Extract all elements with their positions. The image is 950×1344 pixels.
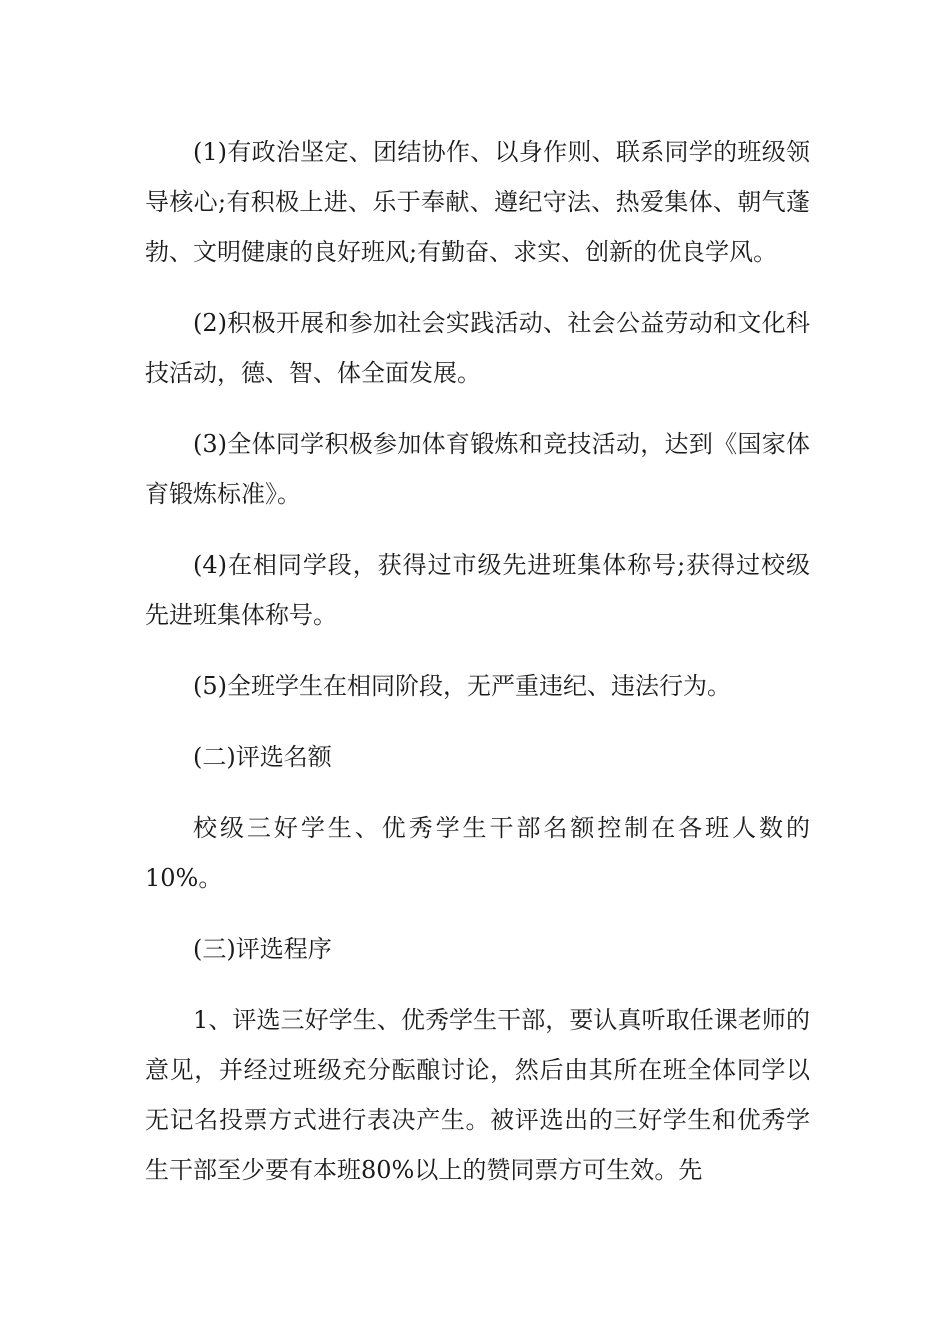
paragraph-criterion-1: (1)有政治坚定、团结协作、以身作则、联系同学的班级领导核心;有积极上进、乐于奉献、遵纪守法、热爱集体、朝气蓬勃、文明健康的良好班风;有勤奋、求实、创新的优良学风。 — [145, 138, 810, 266]
paragraph-criterion-4: (4)在相同学段，获得过市级先进班集体称号;获得过校级先进班集体称号。 — [145, 551, 810, 629]
paragraph-criterion-3: (3)全体同学积极参加体育锻炼和竞技活动，达到《国家体育锻炼标准》。 — [145, 430, 810, 508]
paragraph-procedure-1: 1、评选三好学生、优秀学生干部，要认真听取任课老师的意见，并经过班级充分酝酿讨论，然后由其所在班全体同学以无记名投票方式进行表决产生。被评选出的三好学生和优秀学生干部至少要有本班80%以上的赞同票方可生效。先 — [145, 1006, 810, 1184]
section-heading-procedure: (三)评选程序 — [193, 935, 332, 963]
paragraph-quota: 校级三好学生、优秀学生干部名额控制在各班人数的10%。 — [145, 814, 810, 892]
paragraph-criterion-2: (2)积极开展和参加社会实践活动、社会公益劳动和文化科技活动，德、智、体全面发展。 — [145, 309, 810, 387]
paragraph-criterion-5: (5)全班学生在相同阶段，无严重违纪、违法行为。 — [193, 672, 731, 700]
document-body — [145, 127, 810, 1216]
section-heading-quota: (二)评选名额 — [193, 743, 332, 771]
